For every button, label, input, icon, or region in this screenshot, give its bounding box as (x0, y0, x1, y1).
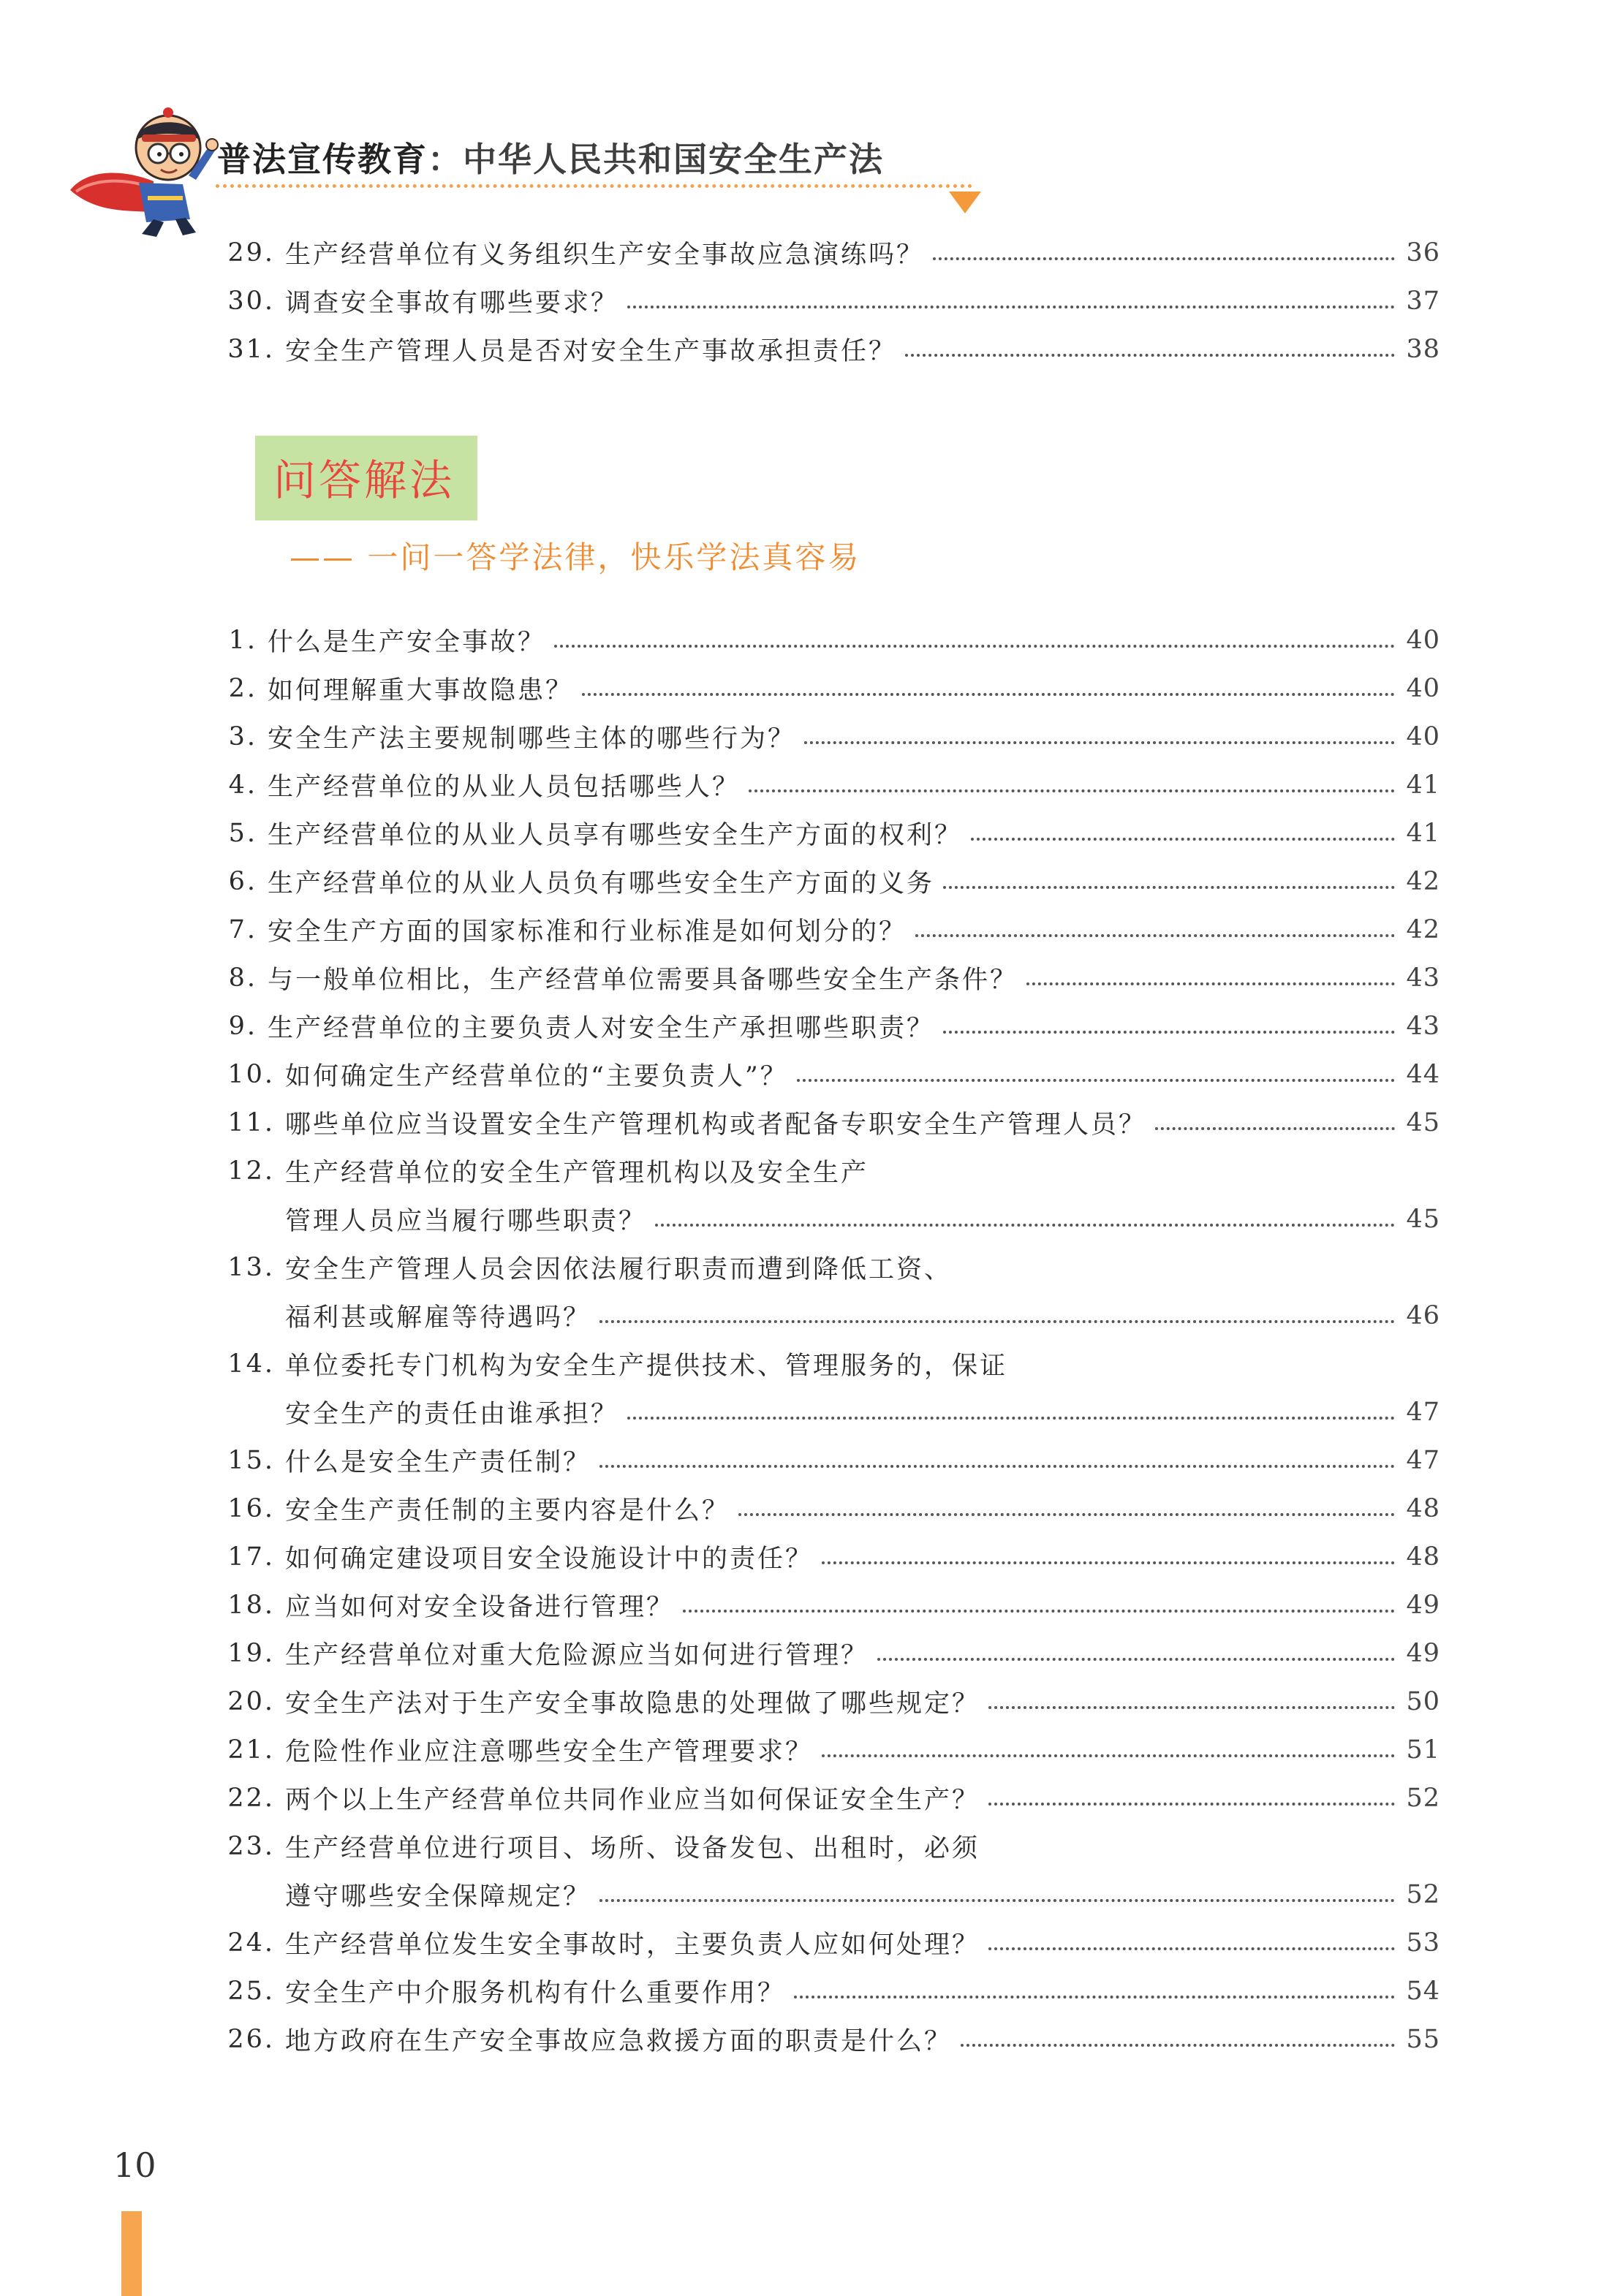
toc-page: 40 (1406, 674, 1440, 703)
toc-leader (794, 1996, 1395, 1998)
toc-text: 生产经营单位有义务组织生产安全事故应急演练吗？ (285, 240, 925, 270)
toc-number: 2. (228, 674, 257, 703)
toc-leader (627, 306, 1395, 308)
toc-item-4[interactable] (212, 763, 1440, 807)
toc-text-cont: 遵守哪些安全保障规定？ (285, 1882, 591, 1912)
toc-text: 生产经营单位的从业人员享有哪些安全生产方面的权利？ (268, 821, 963, 850)
toc-leader (961, 2044, 1395, 2047)
toc-item-23-cont[interactable] (285, 1873, 1440, 1917)
toc-text: 生产经营单位的安全生产管理机构以及安全生产 (285, 1159, 869, 1188)
toc-page: 41 (1406, 770, 1440, 800)
toc-leader (877, 1658, 1395, 1661)
toc-number: 8. (228, 963, 257, 993)
toc-item-13[interactable] (212, 1246, 1440, 1289)
toc-leader (797, 1079, 1395, 1082)
toc-item-12-cont[interactable] (285, 1197, 1440, 1241)
toc-leader (915, 934, 1395, 937)
side-accent-bar (121, 2211, 142, 2296)
toc-text: 安全生产法主要规制哪些主体的哪些行为？ (268, 724, 796, 754)
toc-leader (988, 1947, 1395, 1950)
toc-text: 应当如何对安全设备进行管理？ (285, 1593, 675, 1622)
toc-page: 43 (1406, 1012, 1440, 1041)
toc-number: 7. (228, 915, 257, 944)
toc-page: 46 (1406, 1301, 1440, 1330)
toc-text: 调查安全事故有哪些要求？ (285, 289, 619, 318)
toc-text: 安全生产责任制的主要内容是什么？ (285, 1496, 730, 1526)
toc-item-5[interactable] (212, 811, 1440, 855)
toc-leader (582, 693, 1395, 696)
toc-page: 53 (1406, 1928, 1440, 1958)
toc-leader (943, 886, 1395, 889)
toc-page: 54 (1406, 1977, 1440, 2006)
toc-item-31[interactable] (212, 327, 1440, 371)
toc-number: 19. (227, 1639, 275, 1668)
toc-text-cont: 安全生产的责任由谁承担？ (285, 1400, 619, 1429)
toc-number: 17. (227, 1542, 275, 1572)
toc-page: 55 (1406, 2025, 1440, 2054)
toc-leader (822, 1561, 1395, 1564)
toc-page: 45 (1406, 1108, 1440, 1137)
toc-page: 47 (1406, 1446, 1440, 1475)
toc-page: 48 (1406, 1494, 1440, 1523)
toc-page: 41 (1406, 819, 1440, 848)
toc-number: 9. (228, 1012, 257, 1041)
toc-page: 42 (1406, 915, 1440, 944)
toc-leader (1155, 1127, 1395, 1130)
toc-page: 51 (1406, 1735, 1440, 1765)
toc-text: 与一般单位相比，生产经营单位需要具备哪些安全生产条件？ (268, 966, 1018, 995)
toc-number: 25. (227, 1977, 275, 2006)
toc-number: 21. (227, 1735, 275, 1765)
toc-leader (599, 1320, 1395, 1323)
toc-number: 10. (227, 1060, 275, 1089)
toc-page: 47 (1406, 1398, 1440, 1427)
toc-page: 36 (1406, 238, 1440, 268)
toc-leader (822, 1754, 1395, 1757)
toc-leader (1026, 982, 1395, 985)
toc-leader (905, 354, 1395, 357)
toc-number: 3. (228, 722, 257, 751)
header-dotted-line (216, 184, 972, 188)
toc-item-14-cont[interactable] (285, 1390, 1440, 1434)
toc-item-30[interactable] (212, 279, 1440, 323)
toc-page: 43 (1406, 963, 1440, 993)
toc-page: 37 (1406, 287, 1440, 316)
toc-item-11[interactable] (212, 1101, 1440, 1145)
toc-number: 18. (227, 1591, 275, 1620)
header-title-left: 普法宣传教育 (217, 140, 428, 179)
toc-text: 什么是安全生产责任制？ (285, 1448, 591, 1477)
toc-page: 49 (1406, 1591, 1440, 1620)
header-title-right: 中华人民共和国安全生产法 (463, 140, 884, 179)
toc-text: 安全生产方面的国家标准和行业标准是如何划分的？ (268, 917, 907, 947)
toc-item-15[interactable] (212, 1439, 1440, 1482)
toc-number: 6. (228, 867, 257, 896)
toc-item-8[interactable] (212, 956, 1440, 1000)
toc-number: 22. (227, 1784, 275, 1813)
mascot-icon (66, 102, 219, 241)
toc-item-19[interactable] (212, 1632, 1440, 1675)
toc-text-cont: 福利甚或解雇等待遇吗？ (285, 1303, 591, 1333)
toc-text: 什么是生产安全事故？ (268, 628, 546, 657)
toc-item-16[interactable] (212, 1487, 1440, 1531)
toc-leader (627, 1417, 1395, 1420)
toc-item-3[interactable] (212, 715, 1440, 759)
toc-number: 15. (227, 1446, 275, 1475)
toc-page: 50 (1406, 1687, 1440, 1716)
toc-item-7[interactable] (212, 908, 1440, 952)
toc-number: 12. (227, 1156, 275, 1186)
toc-leader (683, 1610, 1395, 1613)
toc-item-18[interactable] (212, 1583, 1440, 1627)
toc-number: 1. (228, 626, 257, 655)
toc-page: 52 (1406, 1784, 1440, 1813)
toc-text: 如何理解重大事故隐患？ (268, 676, 574, 705)
toc-text: 生产经营单位对重大危险源应当如何进行管理？ (285, 1641, 869, 1670)
toc-text: 安全生产中介服务机构有什么重要作用？ (285, 1979, 786, 2008)
toc-number: 11. (227, 1108, 275, 1137)
toc-number: 26. (227, 2025, 275, 2054)
toc-item-13-cont[interactable] (285, 1294, 1440, 1338)
toc-item-12[interactable] (212, 1149, 1440, 1193)
toc-item-2[interactable] (212, 667, 1440, 711)
section-title: 问答解法 (273, 455, 455, 505)
toc-leader (749, 789, 1395, 792)
toc-text: 单位委托专门机构为安全生产提供技术、管理服务的，保证 (285, 1352, 1008, 1381)
toc-text: 生产经营单位的主要负责人对安全生产承担哪些职责？ (268, 1014, 935, 1043)
toc-item-6[interactable] (212, 860, 1440, 903)
toc-leader (804, 741, 1395, 744)
toc-number: 30. (227, 287, 275, 316)
toc-page: 52 (1406, 1880, 1440, 1909)
toc-item-23[interactable] (212, 1825, 1440, 1868)
toc-page: 38 (1406, 335, 1440, 364)
toc-item-26[interactable] (212, 2017, 1440, 2061)
toc-leader (988, 1803, 1395, 1806)
header (66, 102, 987, 241)
toc-number: 31. (227, 335, 275, 364)
toc-page: 48 (1406, 1542, 1440, 1572)
toc-page: 42 (1406, 867, 1440, 896)
toc-page: 44 (1406, 1060, 1440, 1089)
toc-leader (971, 838, 1395, 841)
toc-item-1[interactable] (212, 618, 1440, 662)
toc-text: 生产经营单位的从业人员包括哪些人？ (268, 773, 741, 802)
toc-item-29[interactable] (212, 231, 1440, 275)
toc-text: 如何确定生产经营单位的“主要负责人”？ (285, 1062, 788, 1091)
toc-page: 40 (1406, 626, 1440, 655)
toc-text: 安全生产管理人员是否对安全生产事故承担责任？ (285, 337, 897, 366)
toc-leader (933, 257, 1395, 260)
toc-number: 23. (227, 1832, 275, 1861)
toc-page: 49 (1406, 1639, 1440, 1668)
toc-text-cont: 管理人员应当履行哪些职责？ (285, 1207, 647, 1236)
toc-number: 29. (227, 238, 275, 268)
toc-number: 16. (227, 1494, 275, 1523)
page-number: 10 (113, 2145, 156, 2185)
toc-item-21[interactable] (212, 1728, 1440, 1772)
toc-item-17[interactable] (212, 1535, 1440, 1579)
header-separator: ： (428, 140, 463, 179)
toc-number: 5. (228, 819, 257, 848)
toc-text: 地方政府在生产安全事故应急救援方面的职责是什么？ (285, 2027, 953, 2056)
toc-item-10[interactable] (212, 1053, 1440, 1096)
toc-text: 危险性作业应注意哪些安全生产管理要求？ (285, 1738, 814, 1767)
toc-item-22[interactable] (212, 1776, 1440, 1820)
toc-number: 20. (227, 1687, 275, 1716)
toc-number: 24. (227, 1928, 275, 1958)
toc-text: 生产经营单位发生安全事故时，主要负责人应如何处理？ (285, 1931, 980, 1960)
toc-number: 14. (227, 1349, 275, 1379)
toc-text: 生产经营单位进行项目、场所、设备发包、出租时，必须 (285, 1834, 980, 1863)
toc-leader (599, 1465, 1395, 1468)
toc-number: 4. (228, 770, 257, 800)
toc-leader (655, 1224, 1395, 1227)
toc-leader (599, 1899, 1395, 1902)
toc-text: 安全生产法对于生产安全事故隐患的处理做了哪些规定？ (285, 1689, 980, 1719)
toc-leader (738, 1513, 1395, 1516)
toc-item-14[interactable] (212, 1342, 1440, 1386)
header-title (217, 133, 884, 181)
toc-item-20[interactable] (212, 1680, 1440, 1724)
toc-text: 安全生产管理人员会因依法履行职责而遭到降低工资、 (285, 1255, 953, 1284)
toc-page: 40 (1406, 722, 1440, 751)
toc-item-24[interactable] (212, 1921, 1440, 1965)
toc-text: 如何确定建设项目安全设施设计中的责任？ (285, 1545, 814, 1574)
triangle-marker-icon (949, 192, 981, 213)
toc-item-25[interactable] (212, 1969, 1440, 2013)
toc-page: 45 (1406, 1205, 1440, 1234)
toc-number: 13. (227, 1253, 275, 1282)
toc-leader (943, 1031, 1395, 1034)
toc-text: 哪些单位应当设置安全生产管理机构或者配备专职安全生产管理人员？ (285, 1110, 1147, 1140)
toc-text: 生产经营单位的从业人员负有哪些安全生产方面的义务 (268, 869, 935, 898)
toc-item-9[interactable] (212, 1004, 1440, 1048)
toc-leader (988, 1706, 1395, 1709)
toc-text: 两个以上生产经营单位共同作业应当如何保证安全生产？ (285, 1786, 980, 1815)
toc-leader (554, 645, 1395, 648)
section-subtitle: —— 一问一答学法律，快乐学法真容易 (290, 539, 861, 575)
